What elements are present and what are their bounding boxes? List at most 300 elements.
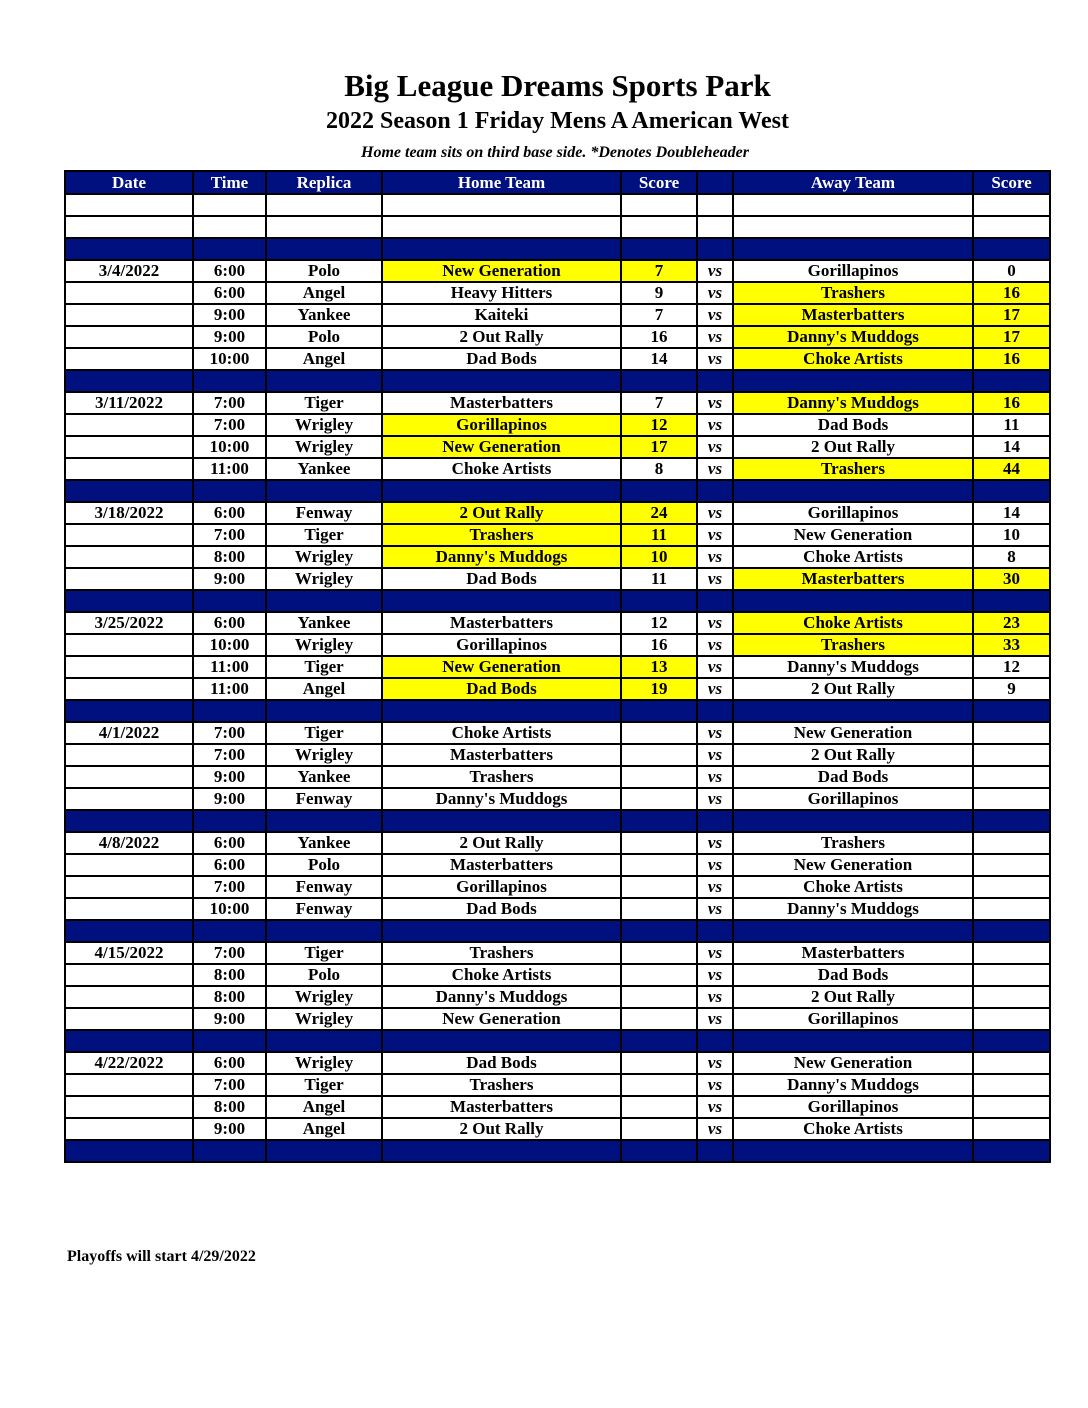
separator-cell	[621, 590, 697, 612]
date-cell	[65, 898, 193, 920]
home-score	[621, 788, 697, 810]
page-title: Big League Dreams Sports Park	[344, 68, 771, 103]
field-replica: Fenway	[266, 876, 382, 898]
game-row	[65, 722, 1050, 744]
field-replica: Angel	[266, 348, 382, 370]
empty-cell	[382, 216, 621, 238]
week-separator-row	[65, 1140, 1050, 1162]
home-team: Choke Artists	[382, 458, 621, 480]
game-row	[65, 1074, 1050, 1096]
col-header-replica: Replica	[266, 171, 382, 194]
game-time: 11:00	[193, 458, 266, 480]
field-replica: Wrigley	[266, 986, 382, 1008]
home-score: 7	[621, 260, 697, 282]
separator-cell	[193, 1030, 266, 1052]
game-time: 9:00	[193, 568, 266, 590]
field-replica: Tiger	[266, 524, 382, 546]
separator-cell	[65, 590, 193, 612]
field-replica: Tiger	[266, 1074, 382, 1096]
empty-cell	[973, 194, 1050, 216]
field-replica: Yankee	[266, 304, 382, 326]
separator-cell	[697, 1030, 733, 1052]
date-cell	[65, 546, 193, 568]
vs-label: vs	[697, 832, 733, 854]
away-score: 16	[973, 348, 1050, 370]
away-score	[973, 1118, 1050, 1140]
separator-cell	[382, 370, 621, 392]
game-time: 11:00	[193, 678, 266, 700]
vs-label: vs	[697, 744, 733, 766]
game-time: 10:00	[193, 436, 266, 458]
game-time: 6:00	[193, 260, 266, 282]
home-team: 2 Out Rally	[382, 502, 621, 524]
vs-label: vs	[697, 282, 733, 304]
away-score: 16	[973, 392, 1050, 414]
field-replica: Polo	[266, 326, 382, 348]
separator-cell	[382, 1140, 621, 1162]
empty-cell	[382, 194, 621, 216]
game-time: 9:00	[193, 788, 266, 810]
vs-label: vs	[697, 656, 733, 678]
field-replica: Polo	[266, 964, 382, 986]
separator-cell	[621, 810, 697, 832]
game-row	[65, 942, 1050, 964]
home-team: Kaiteki	[382, 304, 621, 326]
vs-label: vs	[697, 458, 733, 480]
vs-label: vs	[697, 788, 733, 810]
home-score: 16	[621, 326, 697, 348]
home-team: Trashers	[382, 766, 621, 788]
home-team: Gorillapinos	[382, 414, 621, 436]
date-cell	[65, 678, 193, 700]
date-cell	[65, 656, 193, 678]
date-cell	[65, 414, 193, 436]
separator-cell	[65, 920, 193, 942]
field-replica: Wrigley	[266, 568, 382, 590]
date-cell	[65, 1096, 193, 1118]
week-date: 4/1/2022	[65, 722, 193, 744]
empty-cell	[621, 194, 697, 216]
date-cell	[65, 964, 193, 986]
field-replica: Wrigley	[266, 744, 382, 766]
game-row	[65, 656, 1050, 678]
field-replica: Wrigley	[266, 1052, 382, 1074]
game-row	[65, 1008, 1050, 1030]
separator-cell	[382, 590, 621, 612]
vs-label: vs	[697, 392, 733, 414]
vs-label: vs	[697, 436, 733, 458]
away-team: Masterbatters	[733, 942, 973, 964]
away-team: Masterbatters	[733, 304, 973, 326]
separator-cell	[733, 1030, 973, 1052]
away-score: 14	[973, 502, 1050, 524]
game-time: 7:00	[193, 524, 266, 546]
game-time: 10:00	[193, 898, 266, 920]
empty-cell	[193, 194, 266, 216]
col-header-home-score: Score	[621, 171, 697, 194]
separator-cell	[266, 238, 382, 260]
game-row	[65, 876, 1050, 898]
vs-label: vs	[697, 524, 733, 546]
game-row	[65, 964, 1050, 986]
game-row	[65, 788, 1050, 810]
away-team: Choke Artists	[733, 546, 973, 568]
away-team: New Generation	[733, 722, 973, 744]
home-score: 13	[621, 656, 697, 678]
home-score: 24	[621, 502, 697, 524]
separator-cell	[973, 1140, 1050, 1162]
game-time: 6:00	[193, 1052, 266, 1074]
away-team: Trashers	[733, 282, 973, 304]
vs-label: vs	[697, 722, 733, 744]
home-score: 9	[621, 282, 697, 304]
game-time: 6:00	[193, 854, 266, 876]
week-separator-row	[65, 370, 1050, 392]
vs-label: vs	[697, 414, 733, 436]
separator-cell	[65, 810, 193, 832]
away-score: 0	[973, 260, 1050, 282]
col-header-away-team: Away Team	[733, 171, 973, 194]
home-score	[621, 766, 697, 788]
home-team: Choke Artists	[382, 964, 621, 986]
home-team: Trashers	[382, 524, 621, 546]
vs-label: vs	[697, 304, 733, 326]
game-row	[65, 766, 1050, 788]
vs-label: vs	[697, 898, 733, 920]
vs-label: vs	[697, 986, 733, 1008]
home-score	[621, 1008, 697, 1030]
home-team: Masterbatters	[382, 1096, 621, 1118]
home-team: 2 Out Rally	[382, 326, 621, 348]
separator-cell	[973, 370, 1050, 392]
game-row	[65, 986, 1050, 1008]
vs-label: vs	[697, 1096, 733, 1118]
away-team: Dad Bods	[733, 766, 973, 788]
game-row	[65, 678, 1050, 700]
home-score	[621, 986, 697, 1008]
schedule-table	[64, 170, 1051, 1163]
game-row	[65, 282, 1050, 304]
away-team: Danny's Muddogs	[733, 656, 973, 678]
empty-cell	[697, 216, 733, 238]
schedule-body	[65, 194, 1050, 1162]
home-team: Choke Artists	[382, 722, 621, 744]
home-team: Danny's Muddogs	[382, 546, 621, 568]
vs-label: vs	[697, 766, 733, 788]
separator-cell	[733, 1140, 973, 1162]
vs-label: vs	[697, 568, 733, 590]
away-score	[973, 788, 1050, 810]
home-team: Dad Bods	[382, 678, 621, 700]
field-replica: Wrigley	[266, 546, 382, 568]
home-score: 16	[621, 634, 697, 656]
game-time: 6:00	[193, 612, 266, 634]
game-time: 6:00	[193, 282, 266, 304]
away-team: Choke Artists	[733, 876, 973, 898]
field-replica: Yankee	[266, 766, 382, 788]
col-header-away-score: Score	[973, 171, 1050, 194]
separator-cell	[266, 370, 382, 392]
away-team: New Generation	[733, 854, 973, 876]
away-team: Danny's Muddogs	[733, 392, 973, 414]
separator-cell	[193, 590, 266, 612]
game-row	[65, 1118, 1050, 1140]
empty-cell	[621, 216, 697, 238]
date-cell	[65, 854, 193, 876]
away-score: 14	[973, 436, 1050, 458]
away-team: Danny's Muddogs	[733, 1074, 973, 1096]
separator-cell	[733, 810, 973, 832]
separator-cell	[733, 920, 973, 942]
separator-cell	[266, 920, 382, 942]
home-team: Danny's Muddogs	[382, 788, 621, 810]
separator-cell	[382, 238, 621, 260]
home-team: Trashers	[382, 1074, 621, 1096]
home-team: Gorillapinos	[382, 876, 621, 898]
away-score	[973, 832, 1050, 854]
week-date: 3/25/2022	[65, 612, 193, 634]
col-header-time: Time	[193, 171, 266, 194]
separator-cell	[973, 480, 1050, 502]
away-team: Choke Artists	[733, 1118, 973, 1140]
date-cell	[65, 282, 193, 304]
home-team: Masterbatters	[382, 744, 621, 766]
home-team: Danny's Muddogs	[382, 986, 621, 1008]
away-team: Trashers	[733, 458, 973, 480]
home-score: 11	[621, 568, 697, 590]
vs-label: vs	[697, 348, 733, 370]
separator-cell	[382, 810, 621, 832]
date-cell	[65, 524, 193, 546]
game-row	[65, 854, 1050, 876]
date-cell	[65, 876, 193, 898]
separator-cell	[697, 920, 733, 942]
away-team: 2 Out Rally	[733, 436, 973, 458]
away-score	[973, 986, 1050, 1008]
away-score	[973, 854, 1050, 876]
away-score: 30	[973, 568, 1050, 590]
home-team-note: Home team sits on third base side. *Denotes Doubleheader	[361, 144, 749, 161]
separator-cell	[193, 238, 266, 260]
vs-label: vs	[697, 634, 733, 656]
home-team: Dad Bods	[382, 898, 621, 920]
separator-cell	[697, 810, 733, 832]
away-score	[973, 722, 1050, 744]
col-header-home-team: Home Team	[382, 171, 621, 194]
game-time: 9:00	[193, 326, 266, 348]
game-time: 7:00	[193, 942, 266, 964]
separator-cell	[382, 480, 621, 502]
separator-cell	[621, 480, 697, 502]
game-time: 6:00	[193, 832, 266, 854]
home-team: Masterbatters	[382, 612, 621, 634]
page-subtitle: 2022 Season 1 Friday Mens A American West	[326, 108, 789, 134]
empty-cell	[733, 194, 973, 216]
away-team: Danny's Muddogs	[733, 898, 973, 920]
separator-cell	[621, 1030, 697, 1052]
separator-cell	[193, 810, 266, 832]
away-score	[973, 766, 1050, 788]
game-time: 7:00	[193, 744, 266, 766]
home-score: 10	[621, 546, 697, 568]
away-score	[973, 964, 1050, 986]
away-score	[973, 1052, 1050, 1074]
separator-cell	[697, 480, 733, 502]
away-team: Gorillapinos	[733, 502, 973, 524]
game-time: 7:00	[193, 876, 266, 898]
field-replica: Tiger	[266, 656, 382, 678]
game-row	[65, 304, 1050, 326]
separator-cell	[621, 238, 697, 260]
away-score	[973, 898, 1050, 920]
separator-cell	[193, 370, 266, 392]
away-score	[973, 1008, 1050, 1030]
game-time: 9:00	[193, 766, 266, 788]
field-replica: Wrigley	[266, 414, 382, 436]
empty-cell	[697, 194, 733, 216]
separator-cell	[193, 700, 266, 722]
field-replica: Tiger	[266, 722, 382, 744]
field-replica: Wrigley	[266, 436, 382, 458]
separator-cell	[382, 1030, 621, 1052]
game-time: 11:00	[193, 656, 266, 678]
away-team: Trashers	[733, 634, 973, 656]
game-row	[65, 546, 1050, 568]
separator-cell	[973, 238, 1050, 260]
separator-cell	[733, 238, 973, 260]
separator-cell	[193, 1140, 266, 1162]
home-score	[621, 1096, 697, 1118]
date-cell	[65, 634, 193, 656]
game-time: 9:00	[193, 1118, 266, 1140]
home-team: Heavy Hitters	[382, 282, 621, 304]
empty-cell	[973, 216, 1050, 238]
date-cell	[65, 326, 193, 348]
empty-cell	[266, 216, 382, 238]
separator-cell	[266, 480, 382, 502]
separator-cell	[621, 370, 697, 392]
field-replica: Fenway	[266, 788, 382, 810]
field-replica: Polo	[266, 260, 382, 282]
away-score: 44	[973, 458, 1050, 480]
away-score: 11	[973, 414, 1050, 436]
separator-cell	[697, 370, 733, 392]
vs-label: vs	[697, 1008, 733, 1030]
game-time: 6:00	[193, 502, 266, 524]
week-date: 3/18/2022	[65, 502, 193, 524]
empty-cell	[733, 216, 973, 238]
separator-cell	[733, 590, 973, 612]
field-replica: Fenway	[266, 898, 382, 920]
away-team: Gorillapinos	[733, 788, 973, 810]
separator-cell	[973, 1030, 1050, 1052]
game-row	[65, 326, 1050, 348]
separator-cell	[266, 590, 382, 612]
home-score	[621, 898, 697, 920]
home-score	[621, 942, 697, 964]
game-time: 9:00	[193, 304, 266, 326]
separator-cell	[65, 1140, 193, 1162]
game-time: 10:00	[193, 348, 266, 370]
away-team: 2 Out Rally	[733, 744, 973, 766]
playoffs-note: Playoffs will start 4/29/2022	[67, 1248, 256, 1265]
date-cell	[65, 568, 193, 590]
away-score: 12	[973, 656, 1050, 678]
week-date: 4/15/2022	[65, 942, 193, 964]
away-team: Masterbatters	[733, 568, 973, 590]
week-separator-row	[65, 920, 1050, 942]
away-team: Dad Bods	[733, 964, 973, 986]
vs-label: vs	[697, 326, 733, 348]
game-row	[65, 832, 1050, 854]
away-score	[973, 1096, 1050, 1118]
separator-cell	[193, 480, 266, 502]
date-cell	[65, 788, 193, 810]
home-score: 7	[621, 392, 697, 414]
separator-cell	[382, 700, 621, 722]
separator-cell	[382, 920, 621, 942]
away-team: New Generation	[733, 524, 973, 546]
game-row	[65, 1096, 1050, 1118]
separator-cell	[65, 238, 193, 260]
home-score	[621, 1074, 697, 1096]
home-score: 8	[621, 458, 697, 480]
vs-label: vs	[697, 1052, 733, 1074]
date-cell	[65, 766, 193, 788]
vs-label: vs	[697, 546, 733, 568]
date-cell	[65, 744, 193, 766]
away-team: 2 Out Rally	[733, 986, 973, 1008]
away-team: Choke Artists	[733, 612, 973, 634]
separator-cell	[65, 1030, 193, 1052]
blank-row	[65, 194, 1050, 216]
field-replica: Angel	[266, 1096, 382, 1118]
game-row	[65, 612, 1050, 634]
away-score: 23	[973, 612, 1050, 634]
game-row	[65, 436, 1050, 458]
game-row	[65, 744, 1050, 766]
home-team: Dad Bods	[382, 348, 621, 370]
vs-label: vs	[697, 964, 733, 986]
away-score	[973, 876, 1050, 898]
away-team: Trashers	[733, 832, 973, 854]
game-time: 9:00	[193, 1008, 266, 1030]
game-row	[65, 458, 1050, 480]
home-score	[621, 832, 697, 854]
home-score: 12	[621, 612, 697, 634]
field-replica: Angel	[266, 678, 382, 700]
date-cell	[65, 1008, 193, 1030]
vs-label: vs	[697, 678, 733, 700]
away-score: 17	[973, 304, 1050, 326]
field-replica: Tiger	[266, 942, 382, 964]
date-cell	[65, 1118, 193, 1140]
separator-cell	[697, 238, 733, 260]
date-cell	[65, 304, 193, 326]
vs-label: vs	[697, 260, 733, 282]
home-team: Trashers	[382, 942, 621, 964]
game-row	[65, 898, 1050, 920]
home-score	[621, 1118, 697, 1140]
date-cell	[65, 1074, 193, 1096]
week-separator-row	[65, 810, 1050, 832]
home-score	[621, 722, 697, 744]
vs-label: vs	[697, 1074, 733, 1096]
empty-cell	[65, 194, 193, 216]
field-replica: Angel	[266, 1118, 382, 1140]
separator-cell	[65, 480, 193, 502]
game-row	[65, 348, 1050, 370]
